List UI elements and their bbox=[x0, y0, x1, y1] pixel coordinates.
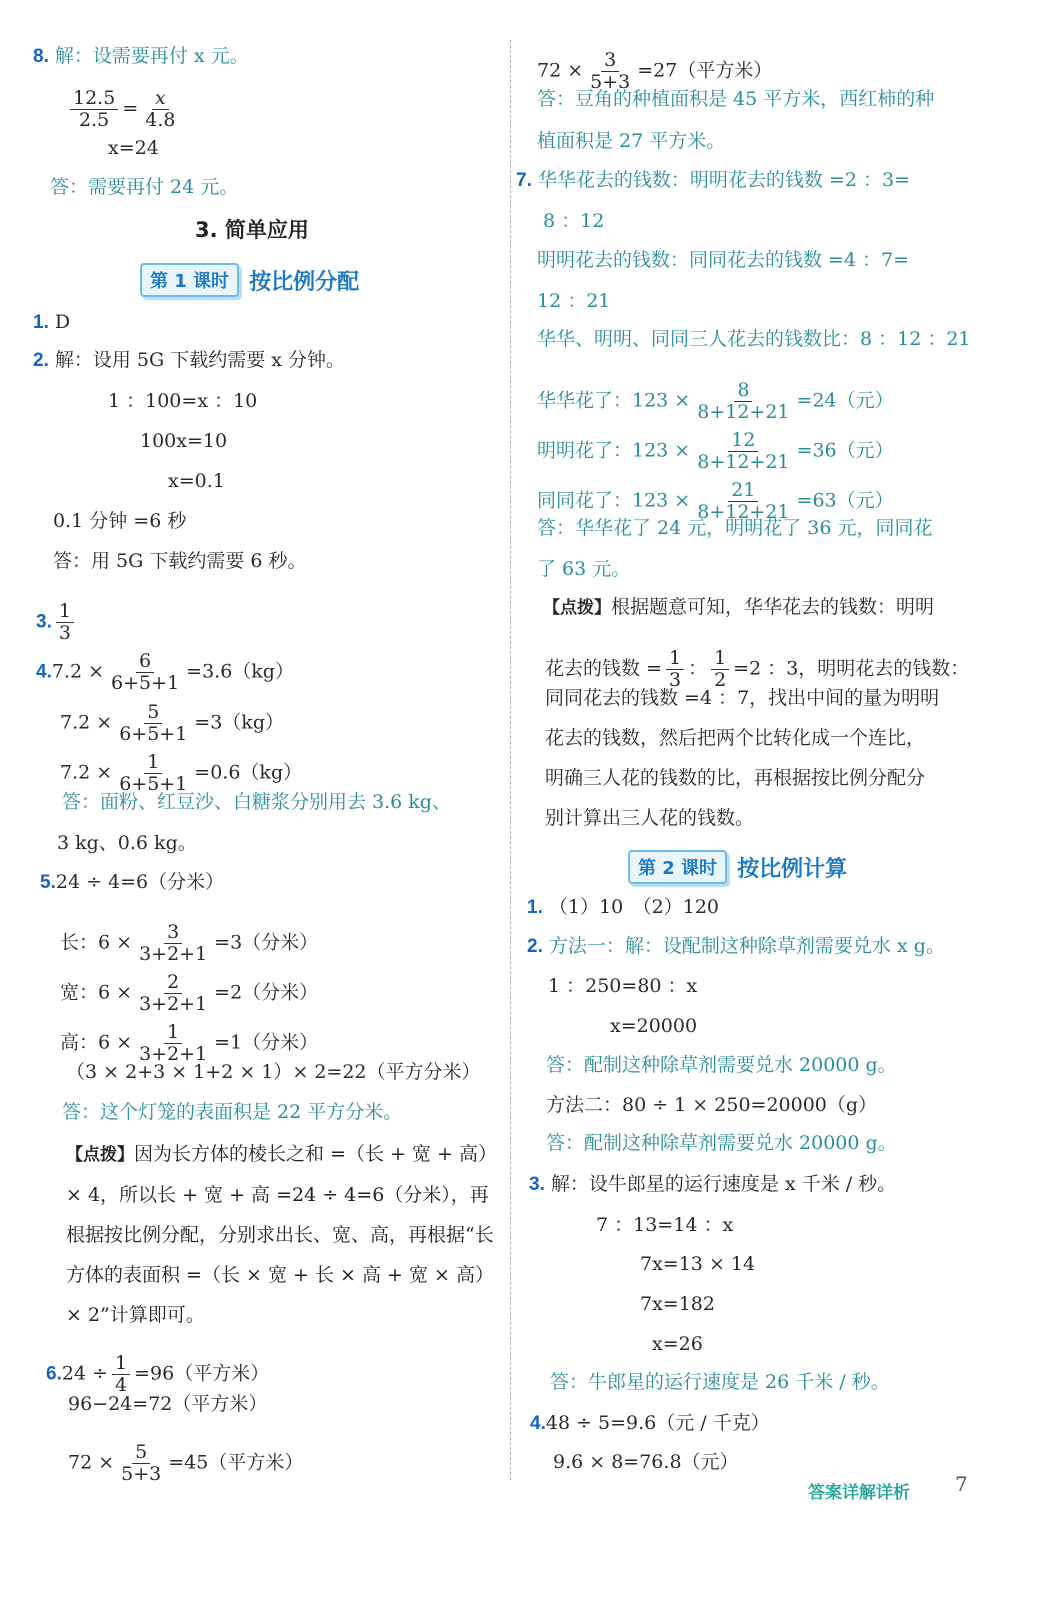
q7-line3: 明明花去的钱数：同同花去的钱数 =4 ：7= bbox=[537, 249, 910, 271]
tip-text: 因为长方体的棱长之和 =（长 + 宽 + 高）× 4，所以长 + 宽 + 高 =24 ÷ 4=6（分米），再根据按比例分配，分别求出长、宽、高，再根据“长方体的表面积 =（长 × 宽 + 长 × 高 + 宽 × 高）× 2”计算即可。 bbox=[66, 1143, 494, 1326]
p3-line3: 7x=13 × 14 bbox=[640, 1253, 756, 1275]
q2-answer: 答：用 5G 下载约需要 6 秒。 bbox=[53, 550, 307, 572]
q2-line4: x=0.1 bbox=[168, 470, 225, 492]
page-number: 7 bbox=[955, 1472, 968, 1496]
q6-answer-line2: 植面积是 27 平方米。 bbox=[537, 130, 726, 152]
p2-answer-2: 答：配制这种除草剂需要兑水 20000 g。 bbox=[546, 1132, 897, 1154]
p3-line5: x=26 bbox=[652, 1333, 703, 1355]
q7-row2: 明明花了：123 × $\frac{12}{8+12+21}$ =36（元） bbox=[537, 429, 894, 473]
fraction: $\frac{12.5}{2.5}$ bbox=[70, 88, 118, 131]
q4-row1: 4.7.2 × $\frac{6}{6+5+1}$ =3.6（kg） bbox=[36, 650, 294, 694]
p3-line4: 7x=182 bbox=[640, 1293, 715, 1315]
q2-line1: 2. 解：设用 5G 下载约需要 x 分钟。 bbox=[33, 349, 346, 371]
q1: 1. D bbox=[33, 311, 71, 333]
q6-answer-line1: 答：豆角的种植面积是 45 平方米，西红柿的种 bbox=[537, 88, 935, 110]
q8-solution: x=24 bbox=[108, 137, 159, 159]
p3-line2: 7 ：13=14 ：x bbox=[596, 1214, 734, 1236]
fraction: $\frac{3}{3+2+1}$ bbox=[139, 921, 208, 965]
q2-line5: 0.1 分钟 =6 秒 bbox=[53, 510, 187, 532]
p2-answer-1: 答：配制这种除草剂需要兑水 20000 g。 bbox=[546, 1054, 897, 1076]
p4-line2: 9.6 × 8=76.8（元） bbox=[553, 1451, 739, 1473]
section-title: 3. 简单应用 bbox=[195, 218, 309, 242]
p4-line1: 4.48 ÷ 5=9.6（元 / 千克） bbox=[530, 1412, 770, 1434]
q2-line3: 100x=10 bbox=[140, 430, 228, 452]
q6-line3: 72 × $\frac{5}{5+3}$ =45（平方米） bbox=[68, 1441, 304, 1485]
fraction: $\frac{1}{6+5+1}$ bbox=[119, 751, 188, 795]
fraction: $\frac{5}{5+3}$ bbox=[121, 1441, 162, 1485]
q5-line5: （3 × 2+3 × 1+2 × 1）× 2=22（平方分米） bbox=[66, 1061, 481, 1083]
tip-tag: 【点拨】 bbox=[66, 1145, 134, 1165]
column-divider bbox=[510, 40, 511, 1480]
lesson-title: 按比例分配 bbox=[249, 269, 360, 295]
fraction: $\frac{12}{8+12+21}$ bbox=[697, 429, 790, 473]
tip2-line6: 别计算出三人花的钱数。 bbox=[545, 807, 755, 829]
tip-box-1 bbox=[66, 1134, 496, 1335]
q6-line1: 6.24 ÷ $\frac{1}{4}$ =96（平方米） bbox=[46, 1352, 270, 1396]
q4-answer-line2: 3 kg、0.6 kg。 bbox=[57, 832, 197, 854]
fraction: $\frac{1}{3+2+1}$ bbox=[139, 1021, 208, 1065]
fraction: $\frac{1}{2}$ bbox=[711, 648, 729, 691]
lesson-title: 按比例计算 bbox=[737, 856, 848, 882]
q8-line1: 8. 解：设需要再付 x 元。 bbox=[33, 45, 249, 67]
p2-line2: 1 ：250=80 ：x bbox=[548, 975, 698, 997]
q7-line5: 华华、明明、同同三人花去的钱数比：8 ：12 ：21 bbox=[537, 328, 971, 350]
fraction: $\frac{5}{6+5+1}$ bbox=[119, 701, 188, 745]
q2-line2: 1 ：100=x ：10 bbox=[108, 390, 258, 412]
q7-line1: 7. 华华花去的钱数：明明花去的钱数 =2 ：3= bbox=[516, 169, 911, 191]
fraction: $\frac{21}{8+12+21}$ bbox=[697, 479, 790, 523]
lesson-badge: 第 2 课时 bbox=[628, 850, 727, 884]
q4-row3: 7.2 × $\frac{1}{6+5+1}$ =0.6（kg） bbox=[60, 751, 303, 795]
footer-label: 答案详解详析 bbox=[808, 1483, 910, 1503]
tip2-line1: 【点拨】根据题意可知，华华花去的钱数：明明 bbox=[543, 596, 935, 618]
fraction: $\frac{6}{6+5+1}$ bbox=[111, 650, 180, 694]
tip2-line2: 花去的钱数 = $\frac{1}{3}$ ： $\frac{1}{2}$ =2 ：3，明明花去的钱数： bbox=[545, 647, 970, 691]
q5-answer: 答：这个灯笼的表面积是 22 平方分米。 bbox=[62, 1101, 403, 1123]
lesson-2-header bbox=[628, 849, 847, 885]
q7-row3: 同同花了：123 × $\frac{21}{8+12+21}$ =63（元） bbox=[537, 479, 894, 523]
fraction: $\frac{1}{3}$ bbox=[56, 601, 74, 644]
q5-row2: 宽：6 × $\frac{2}{3+2+1}$ =2（分米） bbox=[60, 971, 319, 1015]
q8-proportion: $\frac{12.5}{2.5}$ = $\frac{x}{4.8}$ bbox=[66, 88, 182, 131]
q4-answer-line1: 答：面粉、红豆沙、白糖浆分别用去 3.6 kg、 bbox=[62, 791, 451, 813]
p3-answer: 答：牛郎星的运行速度是 26 千米 / 秒。 bbox=[550, 1371, 890, 1393]
q7-answer-line2: 了 63 元。 bbox=[537, 558, 631, 580]
tip2-line3: 同同花去的钱数 =4 ：7，找出中间的量为明明 bbox=[545, 687, 940, 709]
q6-line2: 96−24=72（平方米） bbox=[68, 1393, 268, 1415]
p1: 1. （1）10 （2）120 bbox=[527, 896, 720, 918]
tip2-line4: 花去的钱数，然后把两个比转化成一个连比， bbox=[545, 727, 926, 749]
fraction: $\frac{x}{4.8}$ bbox=[145, 87, 176, 131]
q7-answer-line1: 答：华华花了 24 元，明明花了 36 元，同同花 bbox=[537, 517, 933, 539]
p3-line1: 3. 解：设牛郎星的运行速度是 x 千米 / 秒。 bbox=[529, 1173, 897, 1195]
q7-line2: 8 ：12 bbox=[543, 210, 605, 232]
q7-row1: 华华花了：123 × $\frac{8}{8+12+21}$ =24（元） bbox=[537, 379, 894, 423]
p2-line3: x=20000 bbox=[610, 1015, 698, 1037]
question-number: 8. bbox=[33, 46, 49, 67]
q7-line4: 12 ：21 bbox=[537, 290, 611, 312]
fraction: $\frac{3}{5+3}$ bbox=[590, 49, 631, 93]
fraction: $\frac{1}{3}$ bbox=[666, 648, 684, 691]
q3: 3. $\frac{1}{3}$ bbox=[36, 601, 78, 644]
lesson-1-header bbox=[140, 262, 359, 298]
fraction: $\frac{8}{8+12+21}$ bbox=[697, 379, 790, 423]
tip-tag: 【点拨】 bbox=[543, 598, 611, 618]
fraction: $\frac{2}{3+2+1}$ bbox=[139, 971, 208, 1015]
q5-line1: 5.24 ÷ 4=6（分米） bbox=[40, 871, 225, 893]
p2-line1: 2. 方法一：解：设配制这种除草剂需要兑水 x g。 bbox=[527, 935, 945, 957]
q5-row3: 高：6 × $\frac{1}{3+2+1}$ =1（分米） bbox=[60, 1021, 319, 1065]
q4-row2: 7.2 × $\frac{5}{6+5+1}$ =3（kg） bbox=[60, 701, 284, 745]
p2-line4: 方法二：80 ÷ 1 × 250=20000（g） bbox=[546, 1094, 878, 1116]
q6-cont-line1: 72 × $\frac{3}{5+3}$ =27（平方米） bbox=[537, 49, 773, 93]
q8-answer: 答：需要再付 24 元。 bbox=[50, 176, 239, 198]
q5-row1: 长：6 × $\frac{3}{3+2+1}$ =3（分米） bbox=[60, 921, 319, 965]
fraction: $\frac{1}{4}$ bbox=[112, 1353, 130, 1396]
tip2-line5: 明确三人花的钱数的比，再根据按比例分配分 bbox=[545, 767, 926, 789]
lesson-badge: 第 1 课时 bbox=[140, 263, 239, 297]
